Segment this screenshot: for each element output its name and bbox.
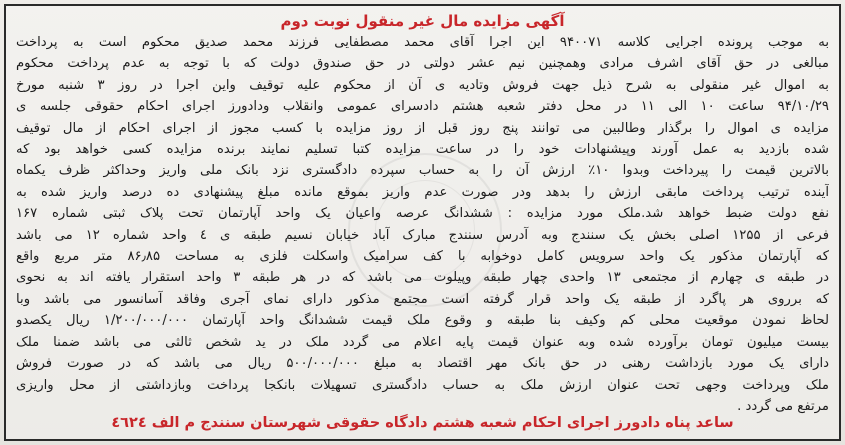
- notice-line: در طبقه ی چهارم از مجتمعی ۱۳ واحدی چهار طبقه وپیلوت می باشد که در هر طبقه ۳ واحد استقرار یافته اند به نحوی: [16, 270, 829, 286]
- notice-line: آینده ترتیب پرداخت مابقی ارزش را بدهد ودر صورت عدم واریز بموقع مانده مبلغ پیشنهادی ده درصد واریز شده به: [16, 184, 829, 200]
- notice-title: آگهی مزایده مال غیر منقول نوبت دوم: [280, 12, 565, 30]
- notice-line: ۹۴/۱۰/۲۹ ساعت ۱۰ الی ۱۱ در محل دفتر شعبه هشتم دادسرای عمومی وانقلاب ودادورز اجرای احکام حقوقی جلسه ی: [16, 99, 829, 115]
- notice-line: مرتفع می گردد .: [737, 398, 829, 414]
- auction-notice: [4, 4, 841, 441]
- notice-line: به اموال غیر منقولی به شرح ذیل جهت فروش وتادیه ی آن از محکوم علیه توقیف واین اجرا در روز ۳ شنبه مورخ: [16, 77, 829, 93]
- notice-signature: ساعد پناه دادورز اجرای احکام شعبه هشتم دادگاه حقوقی شهرستان سنندج م الف ٤٦٢٤: [111, 415, 734, 431]
- notice-line: به موجب پرونده اجرایی کلاسه ۹۴۰۰۷۱ این اجرا آقای محمد مصطفایی فرزند محمد صدیق محکوم است به پرداخت: [16, 35, 829, 50]
- notice-line: دارای یک مورد بازداشت رهنی در حق بانک مهر اقتصاد به مبلغ ۵۰۰/۰۰۰/۰۰۰ ریال می باشد که در صورت فروش: [16, 356, 829, 372]
- notice-line: ملک وپرداخت وجهی تحت عنوان ارزش ملک به حساب دادگستری تسهیلات بانکجا پرداخت وبازداشتی از محل واریزی: [16, 377, 829, 393]
- notice-line: که آپارتمان مذکور یک واحد سرویس کامل دوخوابه با کف سرامیک واسکلت فلزی به مساحت ۸۶٫۸۵ متر مربع واقع: [16, 249, 829, 265]
- notice-line: مزایده ی اموال را برگذار وطالبین می توانند پنج روز قبل از روز مزایده با کسب مجوز از اجرای احکام از مال توقیف: [16, 120, 829, 136]
- notice-line: مبالغی در حق آقای اشرف مرادی وهمچنین نیم عشر دولتی در حق صندوق دولت که با توجه به عدم پرداخت محکوم: [16, 56, 829, 72]
- notice-line: که برروی هر پاگرد از طبقه یک واحد قرار گرفته است مجتمع مذکور دارای نمای آجری وفاقد آسانسور می باشد وبا: [16, 291, 829, 307]
- notice-line: بالاترین قیمت را پیرداخت وبدوا ۱۰٪ ارزش آن را به حساب سپرده دادگستری نزد بانک ملی واریز وحداکثر ظرف یکماه: [16, 163, 829, 179]
- notice-line: نفع دولت ضبط خواهد شد.ملک مورد مزایده : ششدانگ عرصه واعیان یک واحد آپارتمان تحت پلاک ثبتی شماره ۱۶۷: [16, 206, 829, 222]
- notice-line: شده بازدید به عمل آورند وپیشنهادات خود را در ساعت مزایده کتبا تسلیم نمایند برنده مزایده کسی خواهد بود که: [16, 142, 829, 158]
- notice-body: [16, 32, 829, 417]
- notice-line: فرعی از ۱۲۵۵ اصلی بخش یک سنندج وبه آدرس سنندج مبارک آباد خیابان نسیم طبقه ی ٤ واحد شماره ۱۲ می باشد: [16, 227, 829, 243]
- notice-line: بیست میلیون تومان برآورده شده وبه عنوان قیمت پایه اعلام می گردد ملک در ید شخص ثالثی می باشد ضمنا ملک: [16, 334, 829, 350]
- notice-line: لحاظ نمودن موقعیت محلی کم وکیف بنا طبقه و وقوع ملک قیمت ششدانگ واحد آپارتمان ۱/۲۰۰/۰۰۰/۰۰۰ ریال یکصدو: [16, 313, 829, 329]
